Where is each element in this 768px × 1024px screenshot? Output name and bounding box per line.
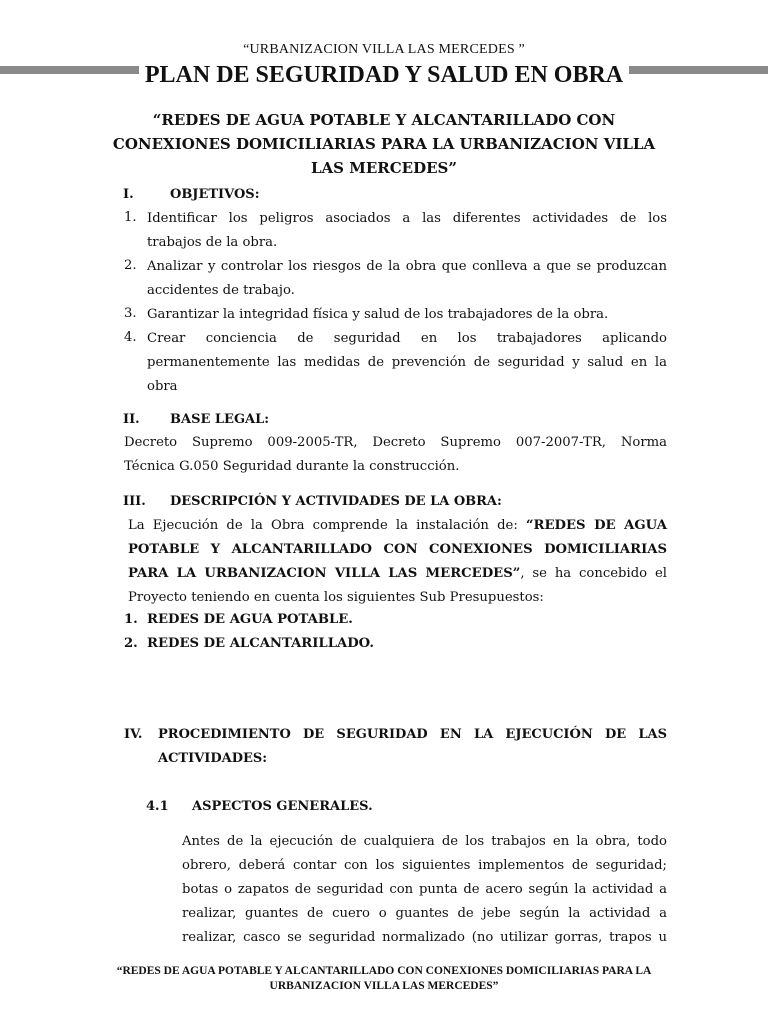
section-3-paragraph [128,514,667,610]
list-item-line: Identificar los peligros asociados a las diferentes actividades de los [147,211,667,226]
project-title-line: “REDES DE AGUA POTABLE Y ALCANTARILLADO CON [152,111,616,129]
list-item-number: 1. [124,612,138,627]
paragraph-line: Proyecto teniendo en cuenta los siguientes Sub Presupuestos: [128,590,544,605]
project-title-line: CONEXIONES DOMICILIARIAS PARA LA URBANIZACION VILLA [112,135,656,153]
list-item-line: Garantizar la integridad física y salud de los trabajadores de la obra. [147,307,609,322]
project-title-line: LAS MERCEDES” [310,159,457,177]
list-item-line: permanentemente las medidas de prevención de seguridad y salud en la [147,355,667,370]
document-title-text: PLAN DE SEGURIDAD Y SALUD EN OBRA [139,62,629,88]
section-4-number: IV. [124,727,143,742]
footer-line: “REDES DE AGUA POTABLE Y ALCANTARILLADO CON CONEXIONES DOMICILIARIAS PARA LA [116,965,652,977]
section-4-title: PROCEDIMIENTO DE SEGURIDAD EN LA EJECUCIÓN DE LAS [158,727,667,742]
list-item-line: obra [147,379,178,394]
paragraph-line: realizar, guantes de cuero o guantes de jebe según la actividad a [182,906,667,921]
paragraph-line: Antes de la ejecución de cualquiera de los trabajos en la obra, todo [182,834,667,849]
list-item-line: trabajos de la obra. [147,235,278,250]
paragraph-line: Técnica G.050 Seguridad durante la construcción. [124,459,460,474]
section-1-number: I. [123,187,134,202]
project-title [100,108,668,180]
list-item [147,327,667,399]
list-item [147,255,667,303]
section-2-title: BASE LEGAL: [170,412,270,427]
section-4-title-cont: ACTIVIDADES: [158,751,268,766]
project-name-text: POTABLE Y ALCANTARILLADO CON CONEXIONES DOMICILIARIAS [128,542,667,557]
list-item-number: 1. [124,210,137,225]
section-3-number: III. [123,494,146,509]
list-item-line: Crear conciencia de seguridad en los trabajadores aplicando [147,331,667,346]
list-item [147,303,667,327]
subsection-paragraph [182,830,667,950]
section-2-paragraph [124,431,667,479]
list-item-number: 2. [124,636,138,651]
document-title [0,62,768,89]
list-item-number: 4. [124,330,137,345]
page-footer [0,964,768,994]
list-item-number: 2. [124,258,137,273]
paragraph-line [128,562,667,586]
paragraph-line: realizar, casco se seguridad normalizado (no utilizar gorras, trapos u [182,930,667,945]
paragraph-text: La Ejecución de la Obra comprende la instalación de: [128,518,526,533]
list-item-label: REDES DE AGUA POTABLE. [147,612,353,627]
list-item-line: Analizar y controlar los riesgos de la obra que conlleva a que se produzcan [147,259,667,274]
paragraph-line: botas o zapatos de seguridad con punta de acero según la actividad a [182,882,667,897]
paragraph-line: obrero, deberá contar con los siguientes implementos de seguridad; [182,858,667,873]
list-item [147,207,667,255]
subsection-number: 4.1 [146,799,169,814]
list-item-label: REDES DE ALCANTARILLADO. [147,636,374,651]
paragraph-text: , se ha concebido el [520,566,667,581]
section-2-number: II. [123,412,140,427]
footer-line: URBANIZACION VILLA LAS MERCEDES” [269,980,499,992]
list-item-line: accidentes de trabajo. [147,283,295,298]
project-name-text: “REDES DE AGUA [525,518,667,533]
section-1-title: OBJETIVOS: [170,187,260,202]
list-item-number: 3. [124,306,137,321]
project-name-text: PARA LA URBANIZACION VILLA LAS MERCEDES” [128,566,521,581]
running-header: “URBANIZACION VILLA LAS MERCEDES ” [243,42,525,57]
subsection-title: ASPECTOS GENERALES. [192,799,373,814]
paragraph-line [128,514,667,538]
paragraph-line: Decreto Supremo 009-2005-TR, Decreto Supremo 007-2007-TR, Norma [124,435,667,450]
section-3-title: DESCRIPCIÓN Y ACTIVIDADES DE LA OBRA: [170,494,502,509]
